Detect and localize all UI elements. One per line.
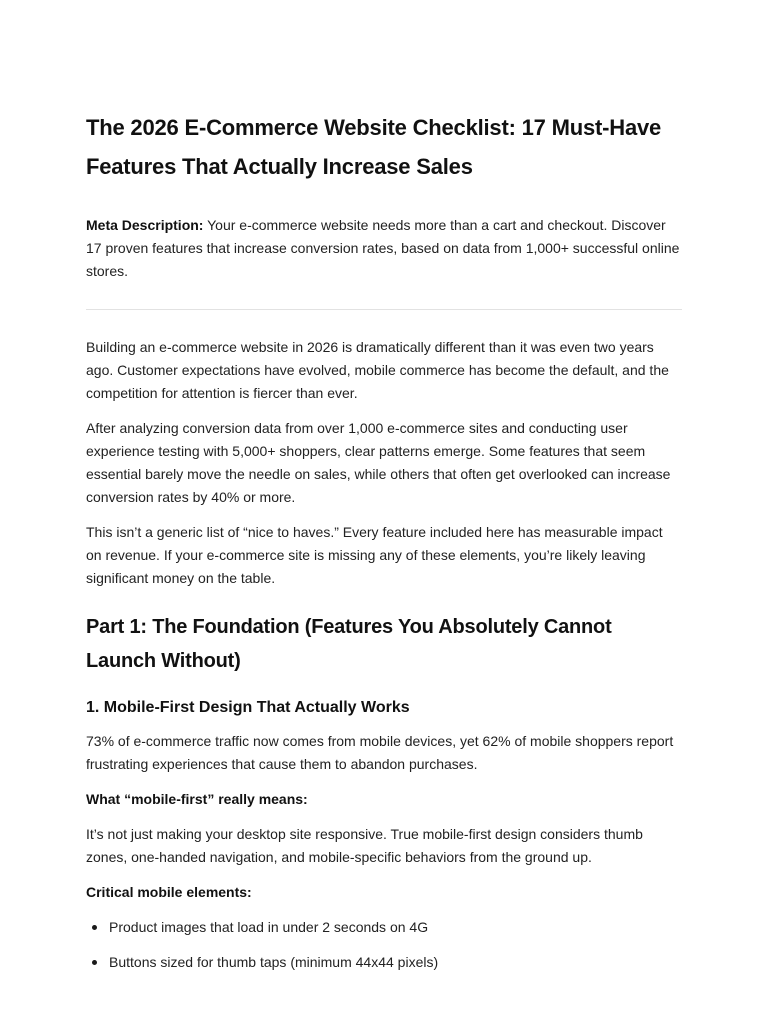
meta-description [86, 214, 682, 283]
mobile-first-meaning-label: What “mobile-first” really means: [86, 791, 308, 807]
feature1-stat-paragraph: 73% of e-commerce traffic now comes from mobile devices, yet 62% of mobile shoppers report frustrating experiences that cause them to abandon purchases. [86, 733, 674, 772]
critical-elements-list [86, 916, 682, 974]
meta-description-label: Meta Description: [86, 217, 204, 233]
list-item: Buttons sized for thumb taps (minimum 44x44 pixels) [86, 951, 682, 974]
intro-paragraph-3: This isn’t a generic list of “nice to haves.” Every feature included here has measurable impact on revenue. If your e-commerce site is missing any of these elements, you’re likely leaving significant money on the table. [86, 524, 663, 586]
mobile-first-meaning-paragraph: It’s not just making your desktop site responsive. True mobile-first design considers thumb zones, one-handed navigation, and mobile-specific behaviors from the ground up. [86, 826, 643, 865]
critical-elements-label: Critical mobile elements: [86, 884, 252, 900]
divider [86, 309, 682, 310]
meta-description-text: Your e-commerce website needs more than a cart and checkout. Discover 17 proven features that increase conversion rates, based on data from 1,000+ successful online stores. [86, 217, 680, 279]
list-item: Product images that load in under 2 seconds on 4G [86, 916, 682, 939]
intro-paragraph-2: After analyzing conversion data from over 1,000 e-commerce sites and conducting user experience testing with 5,000+ shoppers, clear patterns emerge. Some features that seem essential barely move the needle on sales, while others that often get overlooked can increase conversion rates by 40% or more. [86, 420, 671, 505]
feature1-heading: 1. Mobile-First Design That Actually Works [86, 699, 410, 716]
article-title: The 2026 E-Commerce Website Checklist: 17 Must-Have Features That Actually Increase Sales [86, 115, 662, 179]
part1-heading: Part 1: The Foundation (Features You Absolutely Cannot Launch Without) [86, 616, 612, 672]
intro-paragraph-1: Building an e-commerce website in 2026 is dramatically different than it was even two years ago. Customer expectations have evolved, mobile commerce has become the default, and the competition for attention is fiercer than ever. [86, 339, 669, 401]
